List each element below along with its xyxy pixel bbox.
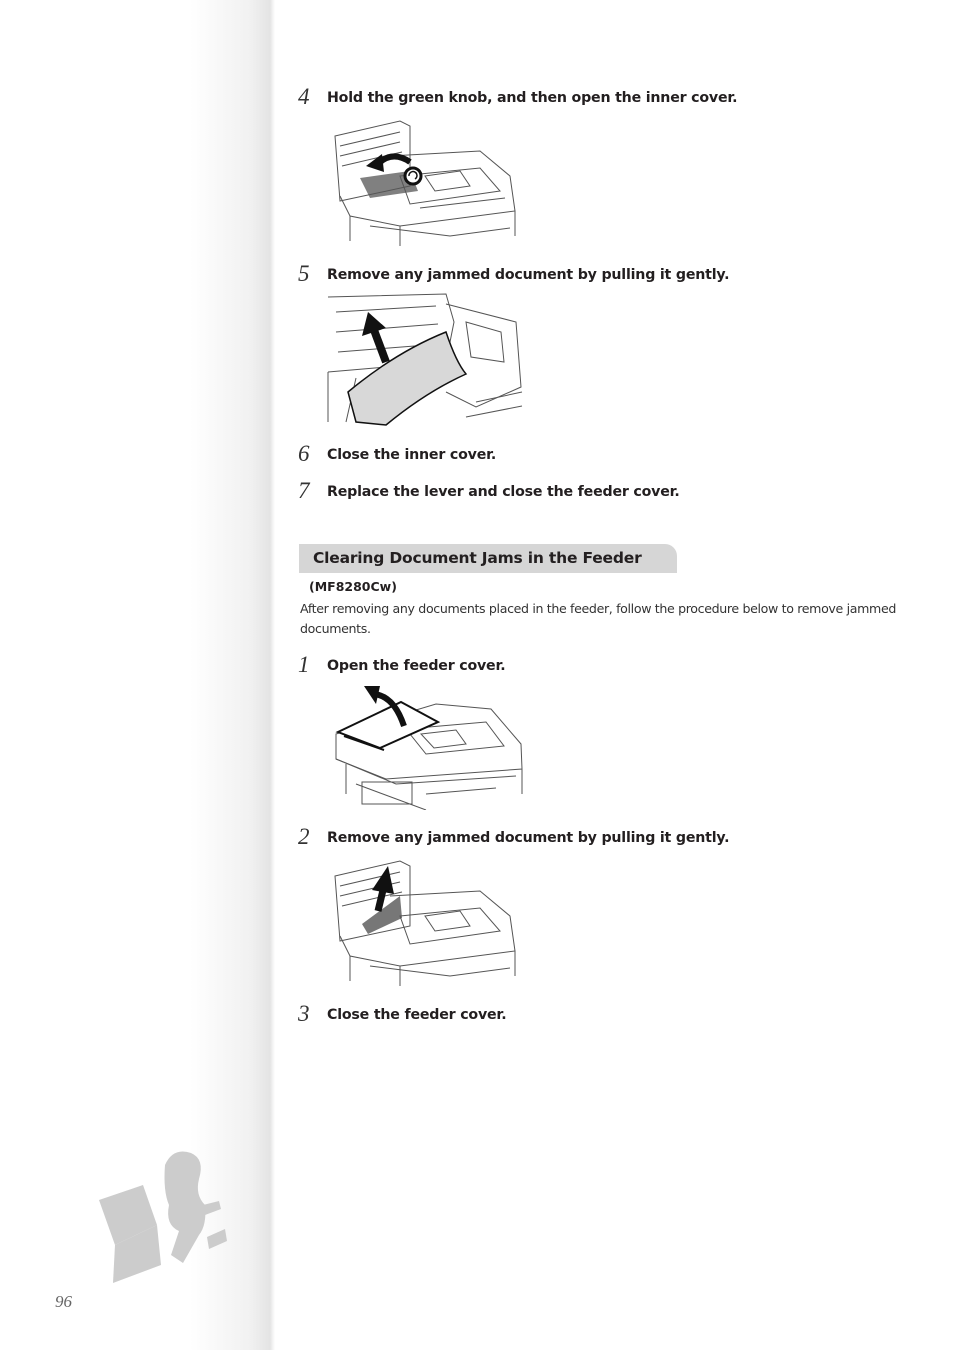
page-number: 96: [55, 1292, 72, 1311]
step-instruction: Replace the lever and close the feeder cover.: [327, 484, 680, 500]
step-number: 1: [298, 652, 310, 677]
step-number: 4: [298, 84, 310, 109]
illustration-open-feeder-cover: [326, 684, 524, 810]
step-instruction: Remove any jammed document by pulling it gently.: [327, 267, 730, 283]
model-tag: (MF8280Cw): [309, 579, 397, 594]
section-heading-band: [299, 544, 677, 573]
step-number: 2: [298, 824, 310, 849]
illustration-remove-document-feeder: [330, 856, 522, 986]
step-number: 3: [298, 1001, 310, 1026]
section-intro: After removing any documents placed in the feeder, follow the procedure below to remove jammed documents.: [300, 601, 896, 636]
step-instruction: Hold the green knob, and then open the inner cover.: [327, 90, 738, 106]
decorative-figure-icon: [95, 1145, 235, 1290]
step-number: 5: [298, 261, 310, 286]
step-instruction: Close the feeder cover.: [327, 1007, 507, 1023]
illustration-open-inner-cover: [330, 116, 522, 246]
section-title: Clearing Document Jams in the Feeder: [313, 549, 642, 567]
step-instruction: Open the feeder cover.: [327, 658, 506, 674]
step-number: 7: [298, 478, 310, 503]
step-number: 6: [298, 441, 310, 466]
step-instruction: Remove any jammed document by pulling it gently.: [327, 830, 730, 846]
illustration-pull-jammed-document: [326, 292, 524, 426]
step-instruction: Close the inner cover.: [327, 447, 497, 463]
